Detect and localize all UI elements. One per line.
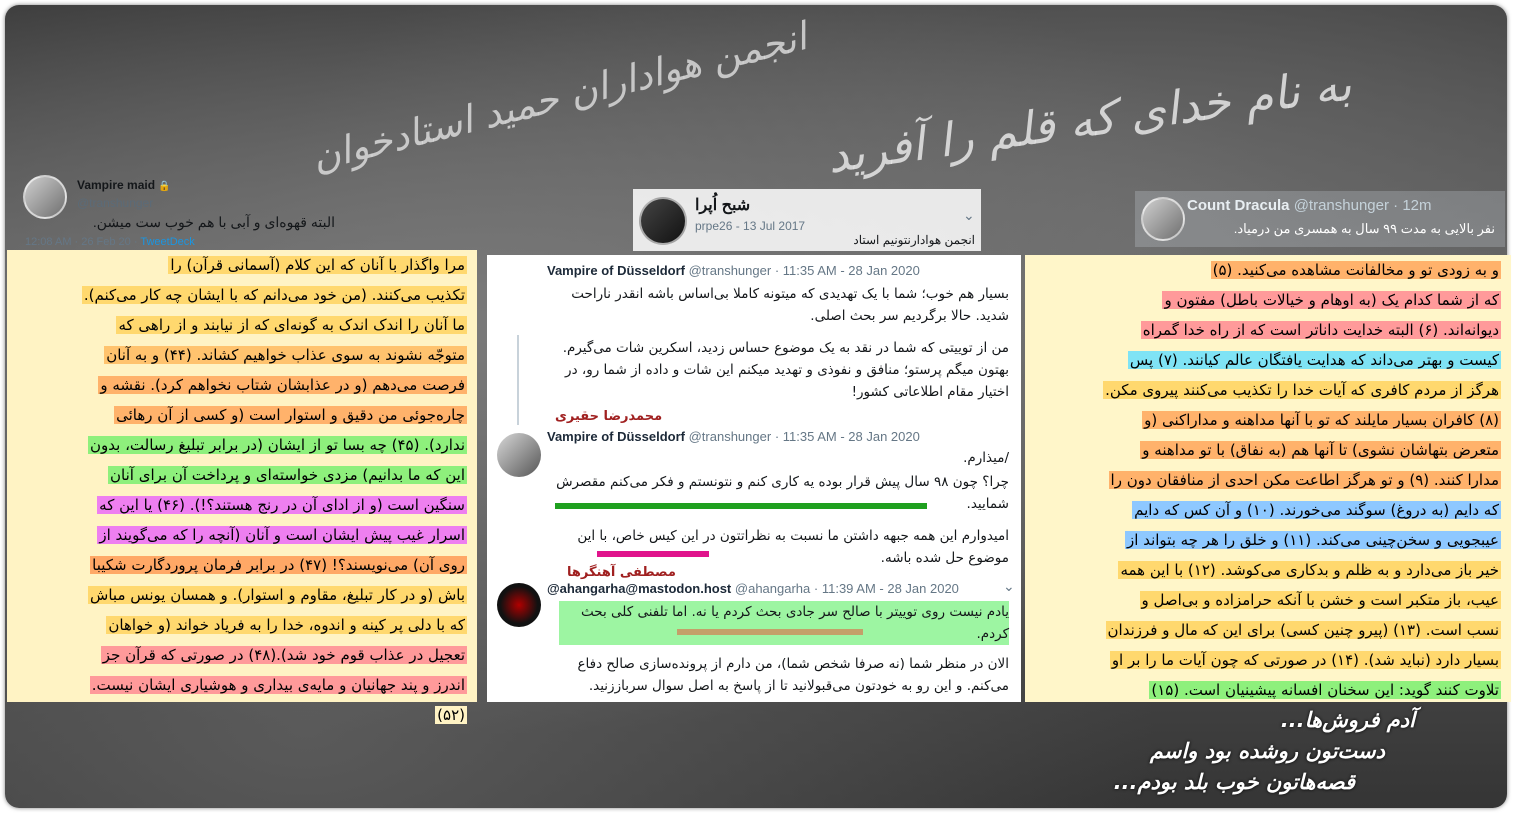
highlighted-text: باش (و در کار تبلیغ، مقاوم و استوار). و همسان یونس مباش: [90, 586, 465, 604]
highlighted-text: که با دلی پر کینه و اندوه، خدا را به فریاد خواند (و خواهان: [108, 616, 465, 634]
highlighted-text: تلاوت کنند گوید: این سخنان افسانه پیشینیان است. (۱۵): [1151, 681, 1499, 699]
highlighted-text: تعجیل در عذاب قوم خود شد).(۴۸) در صورتی که قرآن جز: [102, 646, 465, 664]
verse-line: [1025, 645, 1511, 675]
tweet-time: · 11:35 AM - 28 Jan 2020: [774, 429, 920, 444]
tweet-text: الان در منظر شما (نه صرفا شخص شما)، من دارم از پرونده‌سازی صالح دفاع می‌کنم. و این رو به خودتون می‌قبولانید تا از پاسخ به اصل سوال سرباززنید.: [577, 656, 1009, 694]
verse-line: [7, 340, 477, 370]
tweet-author-name[interactable]: Count Dracula: [1187, 197, 1290, 214]
chevron-down-icon[interactable]: ⌄: [1003, 579, 1015, 595]
highlighted-text: اندرز و پند جهانیان و مایه‌ی بیداری و هوشیاری ایشان نیست.: [91, 676, 465, 694]
verse-line: [7, 610, 477, 640]
verse-line: [7, 700, 477, 730]
caption-line: آدم فروش‌ها...: [1280, 708, 1415, 732]
highlighted-text: مدارا کنند. (۹) و تو هرگز اطاعت مکن احدی از منافقان دون را: [1110, 471, 1499, 489]
highlighted-text: فرصت می‌دهم (و در عذابشان شتاب نخواهم کرد). نقشه و: [100, 376, 465, 394]
highlighted-text: چاره‌جوئی من دقیق و استوار است (و کسی از آن رهائی: [116, 406, 465, 424]
highlighted-text: که دایم (به دروغ) سوگند می‌خورند. (۱۰) و آن کس که دایم: [1134, 501, 1499, 519]
chevron-down-icon[interactable]: ⌄: [963, 207, 975, 223]
verse-line: [7, 520, 477, 550]
verse-line: [7, 370, 477, 400]
verse-line: [7, 310, 477, 340]
highlighted-text: نسب است. (۱۳) (پیرو چنین کسی) برای این که مال و فرزندان: [1107, 621, 1499, 639]
tweet-author-name[interactable]: Vampire of Düsseldorf: [547, 429, 685, 444]
verse-line: [7, 580, 477, 610]
tweet-text-highlighted: یادم نیست روی توییتر با صالح سر جادی بحث کردم یا نه. اما تلفنی کلی بحث کردم.: [559, 601, 1009, 645]
tweet-text: نفر بالایی به مدت ۹۹ سال به همسری من درمیاد.: [1233, 221, 1495, 236]
caption: [1015, 705, 1415, 798]
highlighted-text: ندارد). (۴۵) چه بسا تو از ایشان (در برابر تبلیغ رسالت، بدون: [90, 436, 465, 454]
verse-line: [1025, 675, 1511, 705]
tweet-text: امیدوارم این همه جبهه داشتن ما نسبت به نظراتتون در این کیس خاص، با این موضوع حل شده باشه.: [577, 528, 1009, 566]
highlighted-text: سنگین است (و از ادای آن در رنج هستند؟!). (۴۶) یا این که: [99, 496, 465, 514]
tweet-text: انجمن هوادارنتونیم استاد: [853, 233, 975, 247]
highlighted-text: اسرار غیب پیش ایشان است و آنان (آنچه را که می‌گویند از: [99, 526, 465, 544]
tweet-text: چرا؟ چون ۹۸ سال پیش قرار بوده یه کاری کنم و نتونستم و فکر می‌کنم مقصرش شمایید.: [556, 474, 1009, 512]
tweet-author-handle[interactable]: prpe26: [695, 219, 733, 233]
verse-line: [7, 640, 477, 670]
tweet-timestamp: 12:08 AM · 26 Feb 20 ·: [25, 236, 141, 248]
thread-line: [517, 335, 519, 425]
highlighted-text: کیست و بهتر می‌داند که هدایت یافتگان عالم کیانند. (۷) پس: [1129, 351, 1499, 369]
magenta-underline-bar: [597, 551, 709, 557]
verse-line: [1025, 525, 1511, 555]
verse-line: [7, 670, 477, 700]
highlighted-text: خیر باز می‌دارد و به ظلم و بدکاری می‌کوشد. (۱۲) با این همه: [1120, 561, 1499, 579]
tan-underline-bar: [677, 629, 863, 635]
verse-line: [1025, 405, 1511, 435]
tweet-vampire-maid[interactable]: [15, 170, 345, 250]
verse-line: [7, 280, 477, 310]
avatar[interactable]: [639, 197, 687, 245]
highlighted-text: این که ما بدانیم) مزدی خواسته‌ای و پرداخت آن برای آنان: [110, 466, 465, 484]
avatar[interactable]: [1141, 197, 1185, 241]
verse-line: [1025, 255, 1511, 285]
tweet-text: من از توییتی که شما در نقد به یک موضوع حساس زدید، اسکرین شات می‌گیرم. بهتون میگم پرستو؛ منافق و نفوذی و تهدید میکنم این شات و داده از شما رو، در اختیار مقام اطلاعاتی کشور!: [562, 340, 1009, 400]
verse-line: [7, 490, 477, 520]
highlighted-text: متعرض بتهاشان نشوی) تا آنها هم (به نفاق) با تو مداهنه و: [1142, 441, 1499, 459]
tweet-author-handle[interactable]: @transhunger: [1293, 197, 1389, 214]
highlighted-text: روی آن) می‌نویسند؟! (۴۷) در برابر فرمان پروردگارت شکیبا: [92, 556, 465, 574]
chalk-subheading: انجمن هواداران حمید استادخوان: [307, 14, 811, 180]
highlighted-text: عیبجویی و سخن‌چینی می‌کند. (۱۱) و خلق را هر چه بتواند از: [1127, 531, 1499, 549]
verse-line: [7, 250, 477, 280]
verse-line: [1025, 375, 1511, 405]
tweet-text: بسیار هم خوب؛ شما با یک تهدیدی که میتونه کاملا بی‌اساس باشه انقدر ناراحت شدید. حالا برگردیم سر بحث اصلی.: [571, 286, 1009, 324]
verse-line: [7, 430, 477, 460]
annotation-name: محمدرضا حقیری: [555, 409, 663, 424]
avatar[interactable]: [497, 583, 541, 627]
green-underline-bar: [555, 503, 927, 509]
right-quran-text-panel: [1025, 255, 1511, 702]
tweet-author-name[interactable]: Vampire maid: [77, 178, 156, 192]
verse-line: [7, 400, 477, 430]
avatar[interactable]: [497, 433, 541, 477]
highlighted-text: (۸) کافران بسیار مایلند که تو با آنها مداهنه و مداراکنی (و: [1144, 411, 1499, 429]
verse-line: [1025, 315, 1511, 345]
verse-line: [1025, 615, 1511, 645]
tweet-opera[interactable]: شبح اُپرا prpe26 - 13 Jul 2017 ⌄ انجمن هوادارنتونیم استاد: [633, 189, 981, 251]
tweet-count-dracula[interactable]: Count Dracula @transhunger · 12m نفر بالایی به مدت ۹۹ سال به همسری من درمیاد.: [1135, 191, 1505, 247]
left-quran-text-panel: [7, 250, 477, 724]
highlighted-text: هرگز از مردم کافری که آیات خدا را تکذیب می‌کنند پیروی مکن.: [1105, 381, 1499, 399]
highlighted-text: تکذیب می‌کنند. (من خود می‌دانم که با ایشان چه کار می‌کنم).: [83, 286, 465, 304]
tweet-text: /میذارم.: [963, 450, 1009, 466]
verse-line: [1025, 465, 1511, 495]
verse-line: [1025, 345, 1511, 375]
tweet-thread-panel: [487, 255, 1021, 702]
verse-line: [1025, 435, 1511, 465]
tweet-time: · 11:35 AM - 28 Jan 2020: [774, 263, 920, 278]
tweet-text: البته قهوه‌ای و آبی با هم خوب ست میشن.: [92, 214, 335, 230]
tweet-author-name[interactable]: Vampire of Düsseldorf: [547, 263, 685, 278]
highlighted-text: مرا واگذار با آنان که این کلام (آسمانی قرآن) را: [170, 256, 465, 274]
chalk-heading: به نام خدای که قلم را آفرید: [823, 56, 1355, 184]
verse-line: [1025, 585, 1511, 615]
highlighted-text: عیب، باز متکبر است و خشن با آنکه حرامزاده و بی‌اصل و: [1141, 591, 1499, 609]
tweet-author-name[interactable]: @ahangarha@mastodon.host: [547, 581, 732, 596]
avatar[interactable]: [23, 175, 67, 219]
tweet-author-name[interactable]: شبح اُپرا: [695, 197, 751, 214]
highlighted-text: دیوانه‌اند. (۶) البته خدایت داناتر است که از راه خدا گمراه: [1142, 321, 1499, 339]
tweet-time: 12m: [1402, 197, 1432, 214]
tweet-date: 13 Jul 2017: [743, 219, 806, 233]
verse-line: [7, 460, 477, 490]
verse-line: [7, 550, 477, 580]
highlighted-text: و به زودی تو و مخالفانت مشاهده می‌کنید. (۵): [1212, 261, 1499, 279]
lock-icon: 🔒: [158, 181, 171, 192]
tweet-author-handle[interactable]: @transhunger: [688, 429, 772, 444]
verse-line: [1025, 495, 1511, 525]
caption-line: دست‌تون روشده بود واسم: [1149, 739, 1385, 763]
verse-line: [1025, 285, 1511, 315]
verse-line: [1025, 555, 1511, 585]
tweet-author-handle[interactable]: @ahangarha: [734, 581, 811, 596]
chalkboard-background: [5, 5, 1507, 808]
highlighted-text: بسیار دارد (نباید شد). (۱۴) در صورتی که چون آیات ما را بر او: [1111, 651, 1499, 669]
annotation-name: مصطفی آهنگرها: [567, 565, 676, 580]
highlighted-text: (۵۲): [437, 706, 465, 724]
caption-line: قصه‌هاتون خوب بلد بودم...: [1113, 770, 1355, 794]
highlighted-text: متوجّه نشوند به سوی عذاب خواهیم کشاند. (۴۴) و به آنان: [106, 346, 465, 364]
tweet-source-link[interactable]: TweetDeck: [140, 236, 195, 248]
tweet-author-handle[interactable]: @transhunger: [77, 196, 154, 210]
tweet-time: · 11:39 AM - 28 Jan 2020: [813, 581, 959, 596]
tweet-author-handle[interactable]: @transhunger: [688, 263, 772, 278]
highlighted-text: ما آنان را اندک اندک به گونه‌ای که از نیابند و از راهی که: [118, 316, 465, 334]
highlighted-text: که از شما کدام یک (به اوهام و خیالات باطل) مفتون و: [1164, 291, 1499, 309]
